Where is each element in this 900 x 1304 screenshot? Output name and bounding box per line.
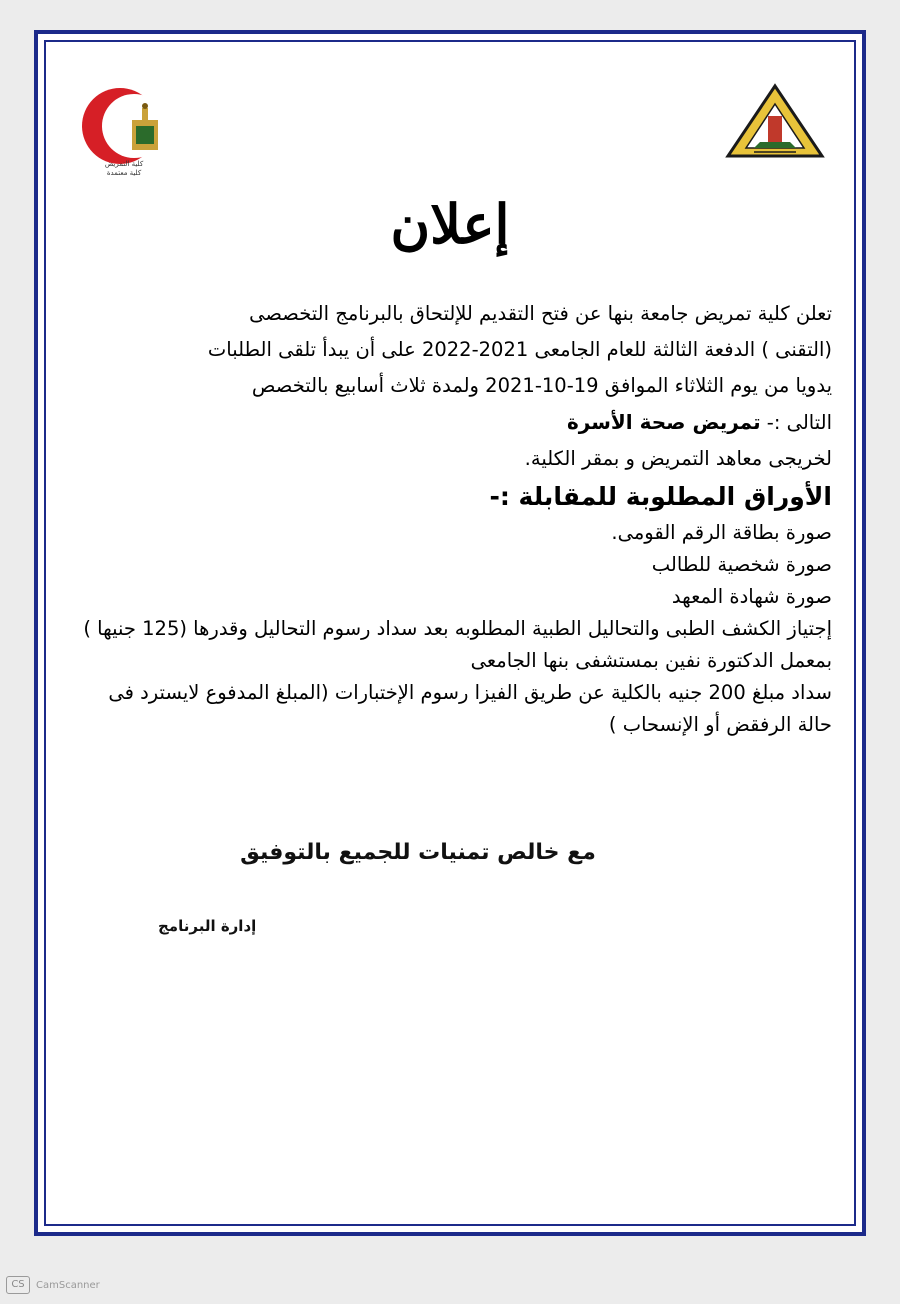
paper-item: إجتياز الكشف الطبى والتحاليل الطبية المطلوبه بعد سداد رسوم التحاليل وقدرها (125 جنيها ) بمعمل الدكتورة نفين بمستشفى بنها الجامعى <box>83 617 832 672</box>
scanner-watermark <box>6 1276 100 1294</box>
paper-item: سداد مبلغ 200 جنيه بالكلية عن طريق الفيزا رسوم الإختبارات (المبلغ المدفوع لايسترد فى حالة الرفقض أو الإنسحاب ) <box>108 681 832 736</box>
body-line-1: تعلن كلية تمريض جامعة بنها عن فتح التقديم للإلتحاق بالبرنامج التخصصى <box>249 302 832 325</box>
body-line-2: (التقنى ) الدفعة الثالثة للعام الجامعى 2021-2022 على أن يبدأ تلقى الطلبات <box>207 338 832 361</box>
university-logo <box>724 82 826 162</box>
camscanner-label: CamScanner <box>36 1279 100 1291</box>
logo-caption-line-1: كلية التمريض <box>104 160 144 168</box>
body-line-5: لخريجى معاهد التمريض و بمقر الكلية. <box>524 447 832 470</box>
closing-text: مع خالص تمنيات للجميع بالتوفيق <box>240 840 596 865</box>
body-line-3: يدويا من يوم الثلاثاء الموافق 19-10-2021 ولمدة ثلاث أسابيع بالتخصص <box>251 374 832 397</box>
announcement-title: إعلان <box>390 192 510 256</box>
program-administration-signature: إدارة البرنامج <box>158 917 257 935</box>
camscanner-icon: CS <box>6 1276 30 1294</box>
paper-item: صورة شخصية للطالب <box>651 553 832 576</box>
paper-item: صورة بطاقة الرقم القومى. <box>611 521 832 544</box>
required-papers-list <box>68 517 832 741</box>
specialty-name: تمريض صحة الأسرة <box>566 410 761 434</box>
logo-caption-line-2: كلية معتمدة <box>106 169 142 177</box>
line-4-prefix: التالى :- <box>760 411 832 434</box>
nursing-logo-caption <box>72 160 176 178</box>
announcement-body <box>68 296 832 741</box>
body-line-4 <box>68 404 832 441</box>
announcement-page <box>34 30 866 1236</box>
paper-item: صورة شهادة المعهد <box>671 585 832 608</box>
required-papers-heading: الأوراق المطلوبة للمقابلة :- <box>489 482 832 511</box>
closing-wishes <box>38 840 862 865</box>
